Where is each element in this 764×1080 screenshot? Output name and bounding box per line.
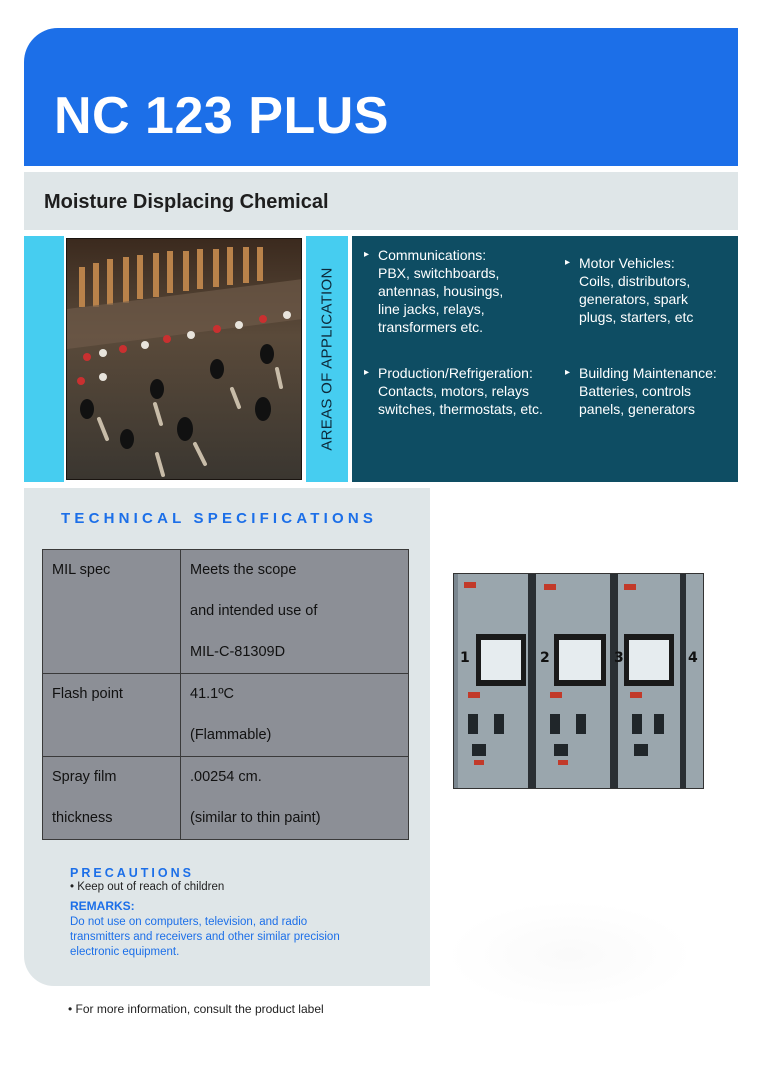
spec-value-text: .00254 cm. [190,769,262,785]
areas-label-strip [306,236,348,482]
spec-value-text: Meets the scope [190,562,297,578]
application-title: ▸ Communications: [378,246,563,264]
footer-note: • For more information, consult the product label [68,1002,324,1016]
spec-value-text: and intended use of [190,603,318,619]
spec-key [43,550,181,674]
spec-value-text: (similar to thin paint) [190,810,321,826]
specs-title: TECHNICAL SPECIFICATIONS [61,510,378,527]
spec-value [181,757,409,840]
control-panel-photo [453,573,704,789]
spec-value [181,550,409,674]
spec-key-text: Spray film [52,769,117,785]
precautions-heading: PRECAUTIONS [70,866,194,880]
remarks-heading: REMARKS: [70,899,135,913]
precautions-item: • Keep out of reach of children [70,881,225,893]
areas-of-application-label: AREAS OF APPLICATION [318,267,336,451]
spec-value-text: (Flammable) [190,727,272,743]
spec-key-text: Flash point [52,686,123,702]
application-body: Contacts, motors, relays switches, thermostats, etc. [378,383,543,417]
panel-number: 2 [540,650,550,666]
technical-specifications-panel [24,488,430,986]
spec-value [181,674,409,757]
faded-watermark [445,900,695,1010]
switchboard-photo [66,238,302,480]
application-item [579,364,764,418]
table-row [43,550,409,674]
spec-key [43,674,181,757]
panel-number: 4 [688,650,698,666]
product-title: NC 123 PLUS [54,87,389,145]
spec-key-text: thickness [52,810,113,826]
specs-table [42,549,409,840]
application-item [378,246,563,336]
spec-key [43,757,181,840]
spec-value-text: 41.1ºC [190,686,234,702]
spec-value-text: MIL-C-81309D [190,644,286,660]
subtitle-bar [24,172,738,230]
header-banner [24,28,738,166]
remarks-text: Do not use on computers, television, and radio transmitters and receivers and other similar precision electronic equipment. [70,916,340,958]
application-item [579,254,764,326]
application-body: Batteries, controls panels, generators [579,383,695,417]
application-title: ▸ Production/Refrigeration: [378,364,563,382]
application-title: ▸ Motor Vehicles: [579,254,764,272]
application-body: Coils, distributors, generators, spark plugs, starters, etc [579,273,694,325]
spec-key-text: MIL spec [52,562,111,578]
panel-number: 3 [614,650,624,666]
table-row [43,674,409,757]
applications-panel [352,236,738,482]
precautions-section [70,866,410,960]
application-body: PBX, switchboards, antennas, housings, line jacks, relays, transformers etc. [378,265,504,335]
application-item [378,364,563,418]
application-title: ▸ Building Maintenance: [579,364,764,382]
panel-number: 1 [460,650,470,666]
table-row [43,757,409,840]
product-subtitle: Moisture Displacing Chemical [44,191,329,213]
applications-band [24,236,738,482]
accent-strip [24,236,64,482]
